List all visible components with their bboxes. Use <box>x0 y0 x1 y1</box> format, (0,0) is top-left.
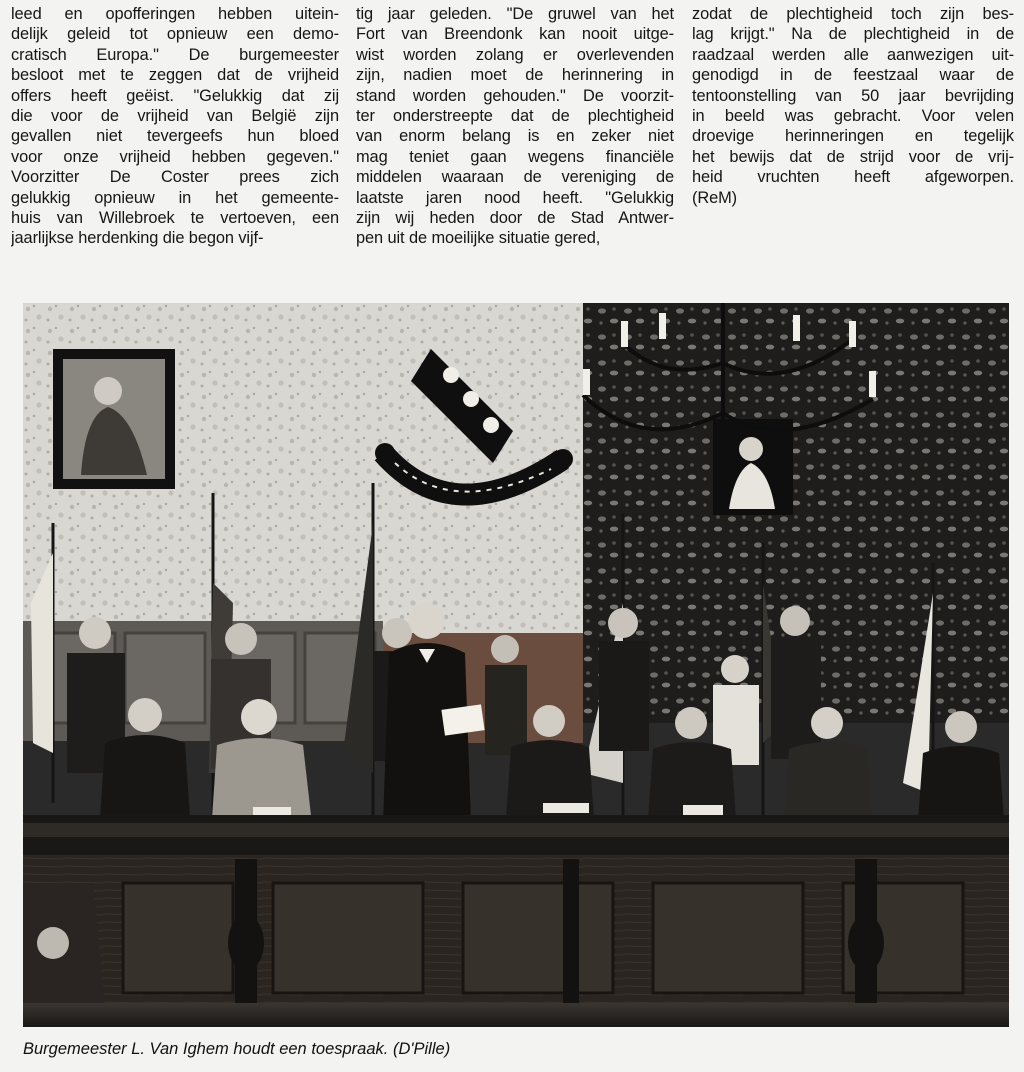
article-line: van enorm belang is en zeker niet <box>356 127 674 146</box>
article-line: cratisch Europa." De burgemeester <box>11 45 339 64</box>
news-photo <box>23 303 1009 1027</box>
article-line: huis van Willebroek te vertoeven, een <box>11 209 339 228</box>
article-line: zodat de plechtigheid toch zijn bes- <box>692 5 1014 23</box>
article-line: wist worden zolang er overlevenden <box>356 45 674 64</box>
article-line: leed en opofferingen hebben uitein- <box>11 5 339 23</box>
article-line: die voor de vrijheid van België zijn <box>11 107 339 126</box>
article-line: droevige herinneringen en tegelijk <box>692 127 1014 146</box>
article-column-2 <box>356 4 674 249</box>
article-line: zijn, nadien moet de herinnering in <box>356 66 674 85</box>
article-line: in beeld was gebracht. Voor velen <box>692 107 1014 126</box>
article-line: genodigd in de feestzaal waar de <box>692 66 1014 85</box>
photo-illustration <box>23 303 1009 1027</box>
article-line: heid vruchten heeft afgeworpen. <box>692 168 1014 187</box>
article-line: tentoonstelling van 50 jaar bevrijding <box>692 86 1014 105</box>
article-line: (ReM) <box>692 188 738 207</box>
article-line: het bewijs dat de strijd voor de vrij- <box>692 147 1014 166</box>
article-line: tig jaar geleden. "De gruwel van het <box>356 5 674 23</box>
article-line: lag krijgt." Na de plechtigheid in de <box>692 25 1014 44</box>
article-line: Voorzitter De Coster prees zich <box>11 168 339 187</box>
article-line: offers heeft geëist. "Gelukkig dat zij <box>11 86 339 105</box>
article-line: Fort van Breendonk kan nooit uitge- <box>356 25 674 44</box>
article-line: gelukkig opnieuw in het gemeente- <box>11 188 339 207</box>
article-line: voor onze vrijheid hebben gegeven." <box>11 147 339 166</box>
article-line: raadzaal werden alle aanwezigen uit- <box>692 45 1014 64</box>
article-line: zijn wij heden door de Stad Antwer- <box>356 209 674 228</box>
article-line: pen uit de moeilijke situatie gered, <box>356 229 601 248</box>
article-line: jaarlijkse herdenking die begon vijf- <box>11 229 264 248</box>
article-line: gevallen niet tevergeefs hun bloed <box>11 127 339 146</box>
article-line: ter onderstreepte dat de plechtigheid <box>356 107 674 126</box>
article-line: laatste jaren nood heeft. "Gelukkig <box>356 188 674 207</box>
photo-caption: Burgemeester L. Van Ighem houdt een toespraak. (D'Pille) <box>23 1040 451 1058</box>
article-line: besloot met te zeggen dat de vrijheid <box>11 66 339 85</box>
article-line: mag teniet gaan wegens financiële <box>356 147 674 166</box>
article-line: middelen waaraan de vereniging de <box>356 168 674 187</box>
article-column-3 <box>692 4 1014 208</box>
article-line: stand worden gehouden." De voorzit- <box>356 86 674 105</box>
article-column-1 <box>11 4 339 249</box>
article-line: delijk geleid tot opnieuw een demo- <box>11 25 339 44</box>
